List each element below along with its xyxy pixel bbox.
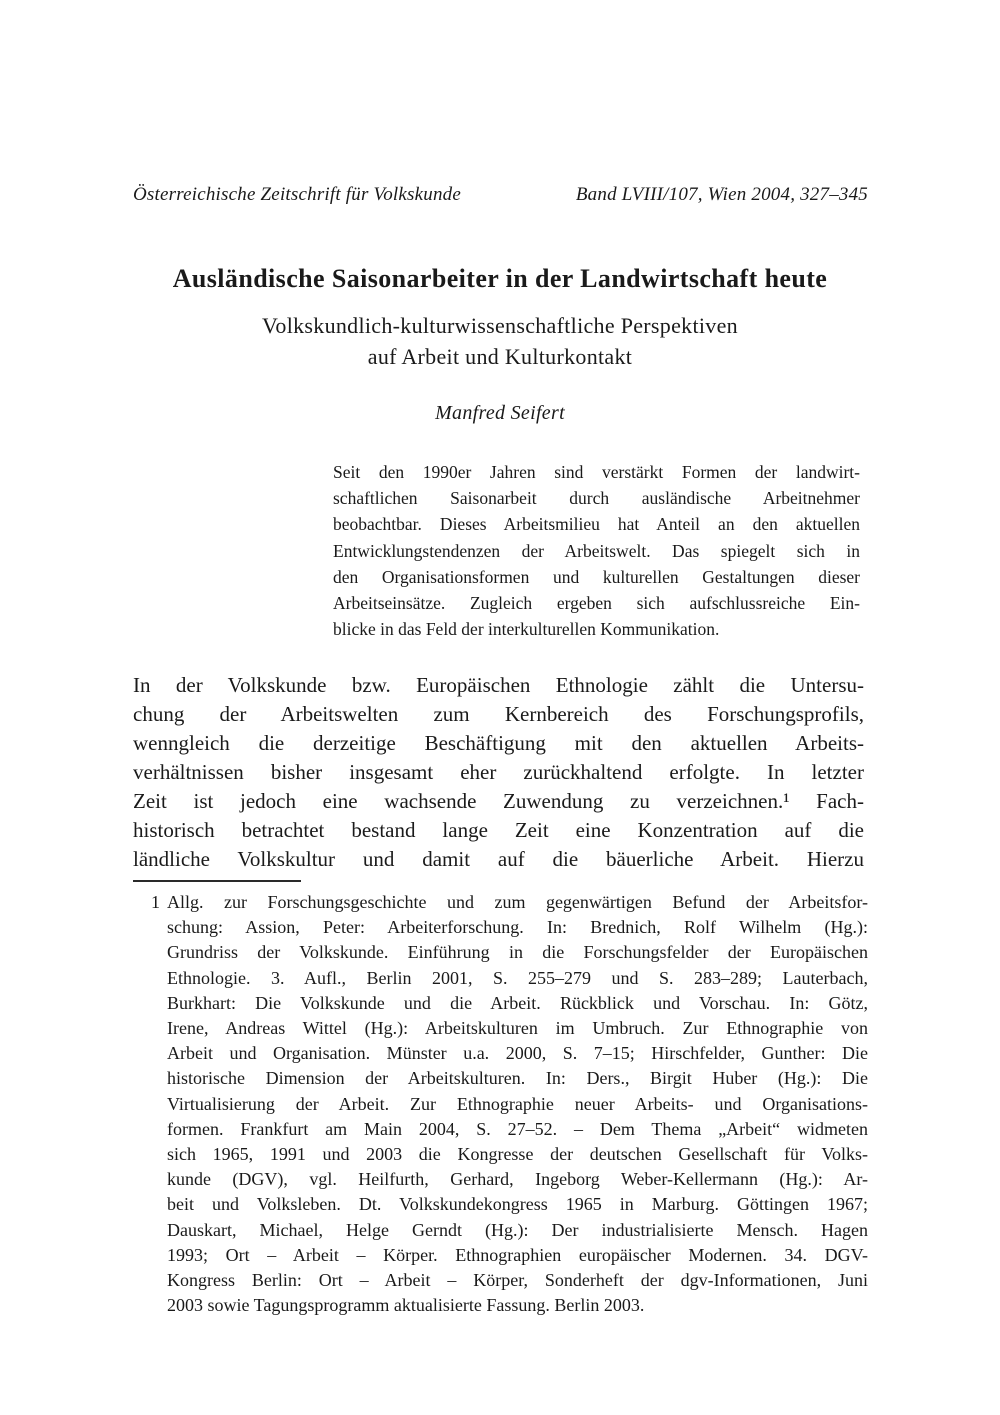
author-name: Manfred Seifert [435,402,565,424]
footnote-line: kunde (DGV), vgl. Heilfurth, Gerhard, Ingeborg Weber-Kellermann (Hg.): Ar- [167,1169,868,1190]
subtitle-line-2: auf Arbeit und Kulturkontakt [367,344,633,369]
footnote-line: beit und Volksleben. Dt. Volkskundekongress 1965 in Marburg. Göttingen 1967; [167,1194,868,1215]
body-line: verhältnissen bisher insgesamt eher zurückhaltend erfolgte. In letzter [133,760,864,784]
footnote-line: Allg. zur Forschungsgeschichte und zum gegenwärtigen Befund der Arbeitsfor- [167,892,868,912]
footnote-line: Burkhart: Die Volkskunde und die Arbeit. Rückblick und Vorschau. In: Götz, [167,992,868,1013]
footnote-line: Ethnologie. 3. Aufl., Berlin 2001, S. 255–279 und S. 283–289; Lauterbach, [167,967,868,988]
abstract-line: blicke in das Feld der interkulturellen Kommunikation. [333,619,720,640]
footnote-line: historische Dimension der Arbeitskulturen. In: Ders., Birgit Huber (Hg.): Die [167,1068,868,1089]
page-header [133,184,868,206]
body-line: chung der Arbeitswelten zum Kernbereich des Forschungsprofils, [133,702,864,726]
subtitle-line-1: Volkskundlich-kulturwissenschaftliche Perspektiven [262,313,738,338]
footnote-block [151,890,868,1318]
issue-info: Band LVIII/107, Wien 2004, 327–345 [575,184,868,205]
footnote-line: 2003 sowie Tagungsprogramm aktualisierte Fassung. Berlin 2003. [167,1295,645,1316]
body-line: In der Volkskunde bzw. Europäischen Ethnologie zählt die Untersu- [133,673,864,697]
footnote-rule [133,880,301,882]
abstract-line: schaftlichen Saisonarbeit durch ausländische Arbeitnehmer [333,488,860,509]
footnote-line: Irene, Andreas Wittel (Hg.): Arbeitskulturen im Umbruch. Zur Ethnographie von [167,1018,868,1039]
footnote-line: Arbeit und Organisation. Münster u.a. 2000, S. 7–15; Hirschfelder, Gunther: Die [167,1043,868,1064]
abstract-line: den Organisationsformen und kulturellen Gestaltungen dieser [333,566,860,587]
footnote-line: sich 1965, 1991 und 2003 die Kongresse der deutschen Gesellschaft für Volks- [167,1144,868,1165]
footnote-line: formen. Frankfurt am Main 2004, S. 27–52. – Dem Thema „Arbeit“ widmeten [167,1118,868,1139]
paper-subtitle [0,310,1000,372]
footnote-line: Dauskart, Michael, Helge Gerndt (Hg.): Der industrialisierte Mensch. Hagen [167,1219,868,1240]
body-line: ländliche Volkskultur und damit auf die bäuerliche Arbeit. Hierzu [133,847,864,871]
footnote-line: schung: Assion, Peter: Arbeiterforschung. In: Brednich, Rolf Wilhelm (Hg.): [167,917,868,938]
body-line: Zeit ist jedoch eine wachsende Zuwendung zu verzeichnen.¹ Fach- [133,789,864,813]
footnote-line: 1993; Ort – Arbeit – Körper. Ethnographien europäischer Modernen. 34. DGV- [167,1244,868,1265]
abstract-line: Arbeitseinsätze. Zugleich ergeben sich aufschlussreiche Ein- [333,593,860,614]
abstract-line: beobachtbar. Dieses Arbeitsmilieu hat Anteil an den aktuellen [333,514,860,535]
footnote-line: Virtualisierung der Arbeit. Zur Ethnographie neuer Arbeits- und Organisations- [167,1093,868,1114]
footnote-line: Grundriss der Volkskunde. Einführung in die Forschungsfelder der Europäischen [167,942,868,963]
abstract-line: Seit den 1990er Jahren sind verstärkt Formen der landwirt- [333,462,860,482]
footnote-line: Kongress Berlin: Ort – Arbeit – Körper, Sonderheft der dgv-Informationen, Juni [167,1270,868,1291]
abstract-block [333,459,860,642]
paper-title: Ausländische Saisonarbeiter in der Landwirtschaft heute [172,264,828,293]
footnote-marker: 1 [151,892,160,912]
journal-name: Österreichische Zeitschrift für Volkskunde [133,184,462,205]
body-line: historisch betrachtet bestand lange Zeit eine Konzentration auf die [133,818,864,842]
abstract-line: Entwicklungstendenzen der Arbeitswelt. Das spiegelt sich in [333,540,860,561]
body-text [133,671,864,874]
body-line: wenngleich die derzeitige Beschäftigung mit den aktuellen Arbeits- [133,731,864,755]
